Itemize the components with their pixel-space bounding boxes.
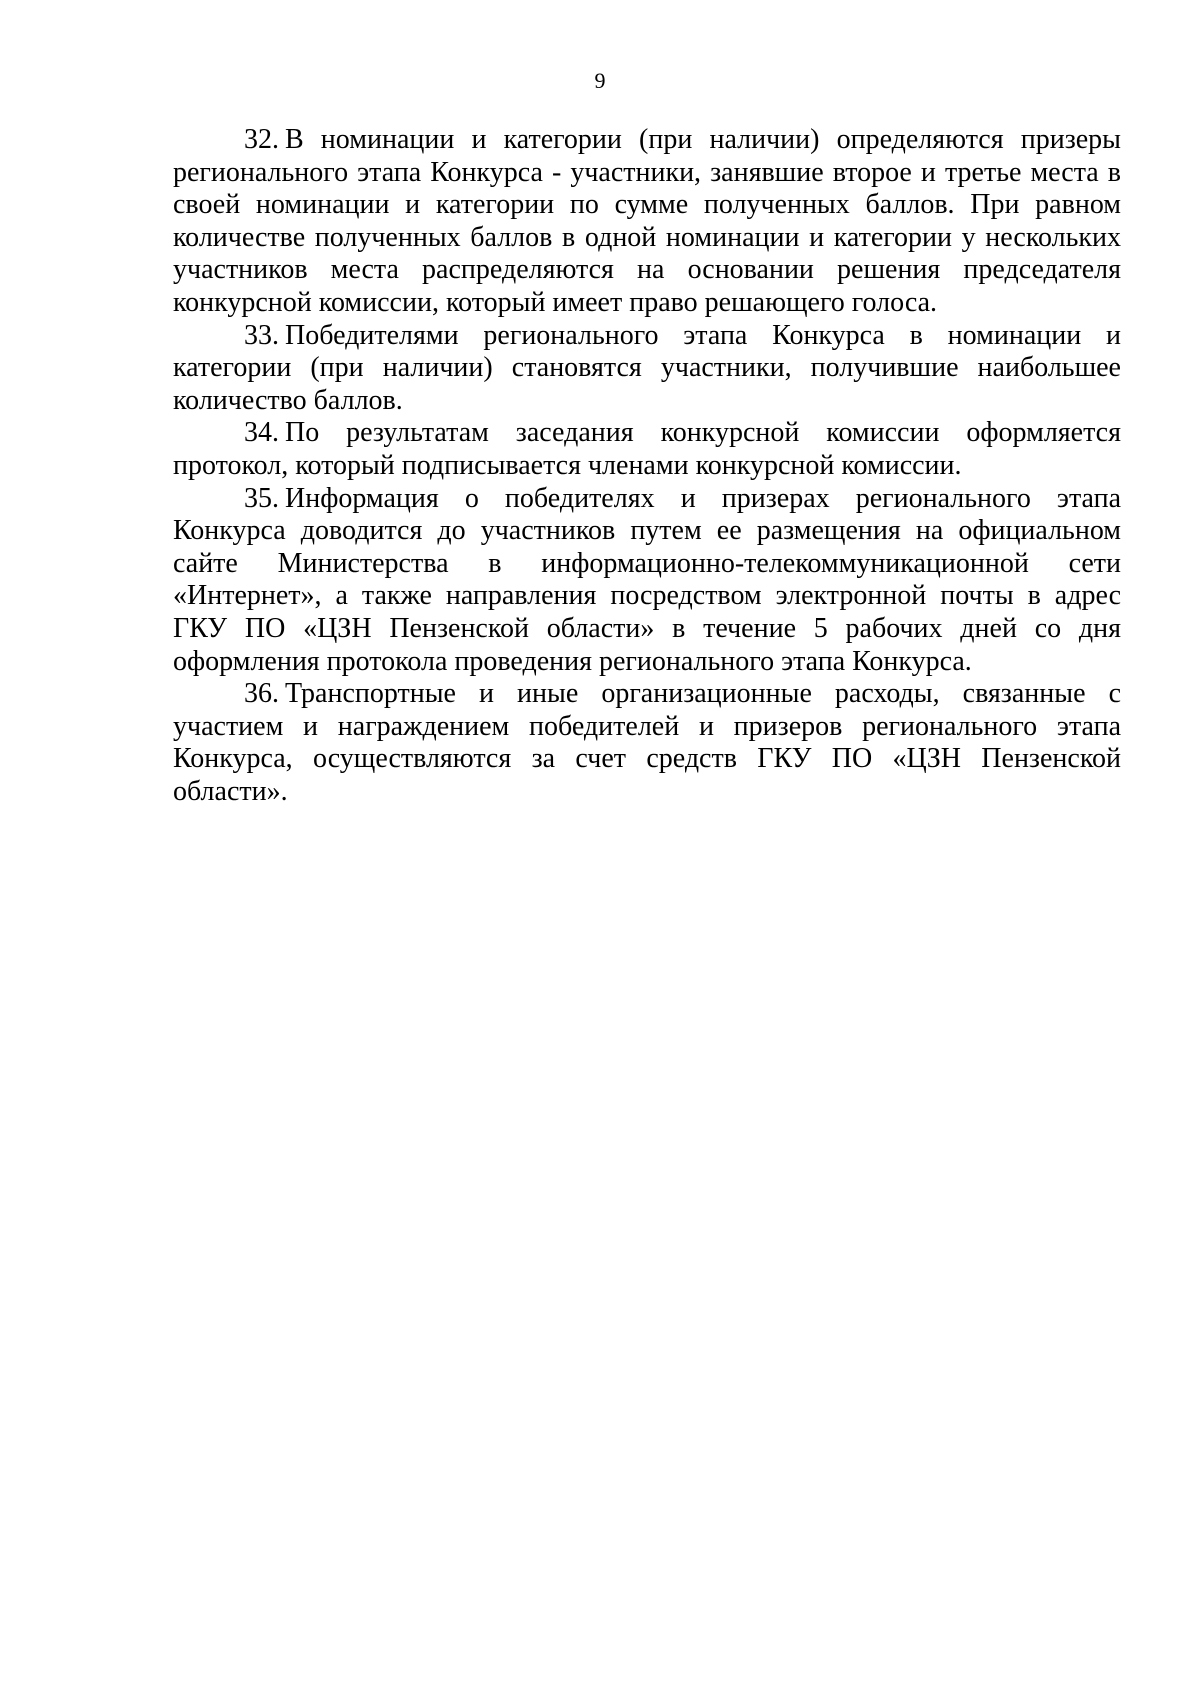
paragraph-text: В номинации и категории (при наличии) определяются призеры регионального этапа Конкурса - участники, занявшие второе и третье места в своей номинации и категории по сумме полученных баллов. При равном количестве полученных баллов в одной номинации и категории у нескольких участников места распределяются на основании решения председателя конкурсной комиссии, который имеет право решающего голоса. (173, 124, 1121, 318)
paragraph-text: Информация о победителях и призерах регионального этапа Конкурса доводится до участников путем ее размещения на официальном сайте Министерства в информационно-телекоммуникационной сети «Интернет», а также направления посредством электронной почты в адрес ГКУ ПО «ЦЗН Пензенской области» в течение 5 рабочих дней со дня оформления протокола проведения регионального этапа Конкурса. (173, 482, 1121, 677)
paragraph-number: 36. (244, 678, 279, 710)
paragraph-36 (173, 678, 1121, 808)
paragraph-text: Победителями регионального этапа Конкурса в номинации и категории (при наличии) становятся участники, получившие наибольшее количество баллов. (173, 319, 1121, 416)
paragraph-number: 32. (244, 124, 279, 155)
paragraph-34 (173, 417, 1121, 482)
paragraph-number: 34. (244, 417, 279, 449)
paragraph-33 (173, 320, 1121, 418)
paragraph-35 (173, 483, 1121, 679)
paragraph-number: 33. (244, 319, 279, 351)
document-body (173, 124, 1121, 808)
page-number: 9 (594, 68, 606, 93)
paragraph-number: 35. (244, 482, 279, 514)
paragraph-text: Транспортные и иные организационные расходы, связанные с участием и награждением победителей и призеров регионального этапа Конкурса, осуществляются за счет средств ГКУ ПО «ЦЗН Пензенской области». (173, 678, 1121, 807)
paragraph-text: По результатам заседания конкурсной комиссии оформляется протокол, который подписывается членами конкурсной комиссии. (173, 417, 1121, 481)
paragraph-32 (173, 124, 1121, 320)
